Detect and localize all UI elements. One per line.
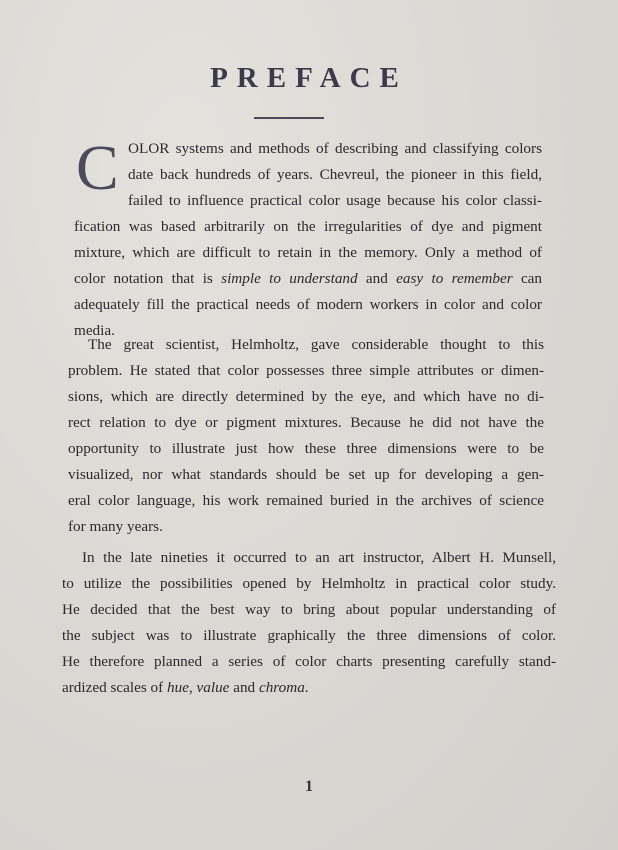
text-line: He decided that the best way to bring about popular understanding of xyxy=(62,601,556,618)
page-title: PREFACE xyxy=(210,62,408,94)
emphasis: chroma xyxy=(258,679,305,696)
paragraph-3 xyxy=(62,545,556,701)
paragraph-1 xyxy=(74,214,542,344)
text-line: fication was based arbitrarily on the irregularities of dye and pigment xyxy=(74,218,542,235)
text-line xyxy=(62,675,556,701)
text-line: sions, which are directly determined by the eye, and which have no di- xyxy=(68,388,544,405)
text-line: media. xyxy=(74,322,115,339)
text-line: OLOR systems and methods of describing and classifying colors xyxy=(128,140,542,157)
text-segment: ardized scales of xyxy=(62,679,167,696)
text-segment: can xyxy=(512,270,543,287)
text-line: for many years. xyxy=(68,518,163,535)
text-segment: , xyxy=(188,679,197,696)
text-line: rect relation to dye or pigment mixtures. Because he did not have the xyxy=(68,414,544,431)
emphasis: easy to remember xyxy=(396,270,513,287)
text-line: He therefore planned a series of color charts presenting carefully stand- xyxy=(62,653,556,670)
text-line: In the late nineties it occurred to an art instructor, Albert H. Munsell, xyxy=(82,549,556,566)
text-line: the subject was to illustrate graphically the three dimensions of color. xyxy=(62,627,556,644)
text-line: date back hundreds of years. Chevreul, the pioneer in this field, xyxy=(128,166,542,183)
text-line: problem. He stated that color possesses three simple attributes or dimen- xyxy=(68,362,544,379)
emphasis: simple to understand xyxy=(221,270,358,287)
text-line: to utilize the possibilities opened by Helmholtz in practical color study. xyxy=(62,575,556,592)
paragraph-2 xyxy=(68,332,544,540)
text-segment: and xyxy=(229,679,259,696)
page-number: 1 xyxy=(305,778,313,795)
text-line: failed to influence practical color usage because his color classi- xyxy=(128,192,542,209)
text-segment: and xyxy=(357,270,397,287)
text-line: mixture, which are difficult to retain in the memory. Only a method of xyxy=(74,244,542,261)
text-line: eral color language, his work remained buried in the archives of science xyxy=(68,492,544,509)
drop-cap: C xyxy=(76,132,119,203)
text-line: adequately fill the practical needs of modern workers in color and color xyxy=(74,296,542,313)
text-line: opportunity to illustrate just how these three dimensions were to be xyxy=(68,440,544,457)
emphasis: value xyxy=(196,679,230,696)
title-rule-divider xyxy=(254,117,324,119)
paragraph-1-indented xyxy=(128,136,542,214)
emphasis: hue xyxy=(167,679,189,696)
text-segment: color notation that is xyxy=(74,270,222,287)
text-segment: . xyxy=(304,679,309,696)
text-line xyxy=(74,266,542,292)
text-line: The great scientist, Helmholtz, gave considerable thought to this xyxy=(88,336,544,353)
text-line: visualized, nor what standards should be set up for developing a gen- xyxy=(68,466,544,483)
